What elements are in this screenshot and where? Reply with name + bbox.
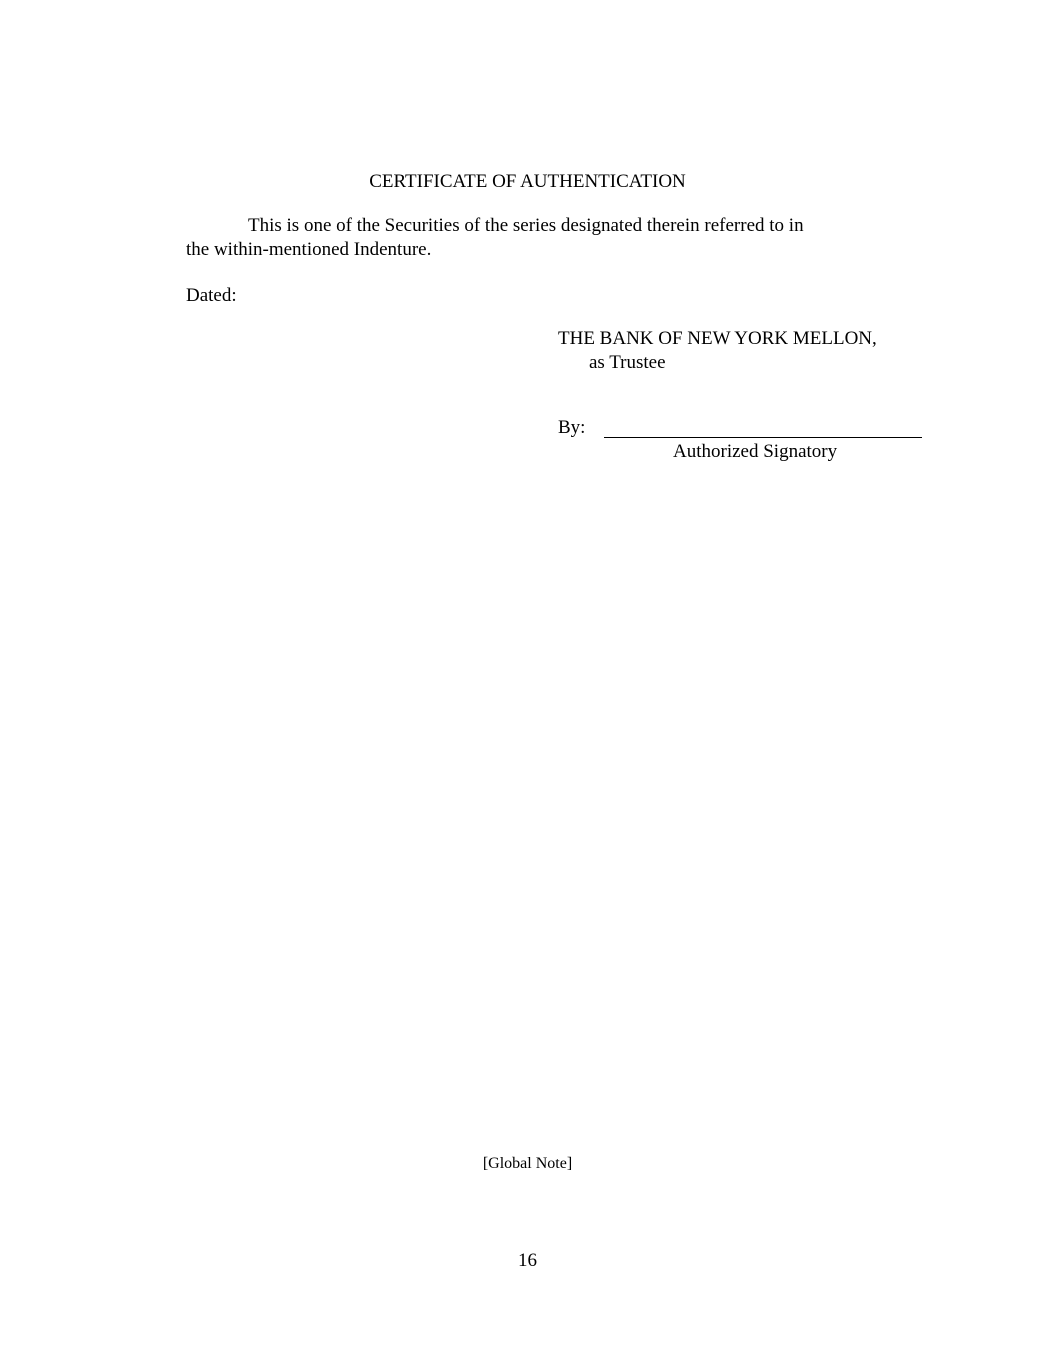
by-label: By: [558, 417, 586, 438]
dated-label: Dated: [186, 285, 237, 306]
footer-note: [Global Note] [482, 1155, 573, 1172]
body-paragraph-line-2: the within-mentioned Indenture. [186, 239, 432, 260]
trustee-capacity: as Trustee [589, 352, 666, 373]
body-paragraph-line-1: This is one of the Securities of the series designated therein referred to in [248, 215, 804, 236]
page-number: 16 [518, 1250, 537, 1271]
trustee-entity-name: THE BANK OF NEW YORK MELLON, [558, 328, 877, 349]
certificate-title: CERTIFICATE OF AUTHENTICATION [369, 171, 686, 192]
signature-line [604, 437, 922, 438]
authorized-signatory-caption: Authorized Signatory [673, 441, 838, 462]
